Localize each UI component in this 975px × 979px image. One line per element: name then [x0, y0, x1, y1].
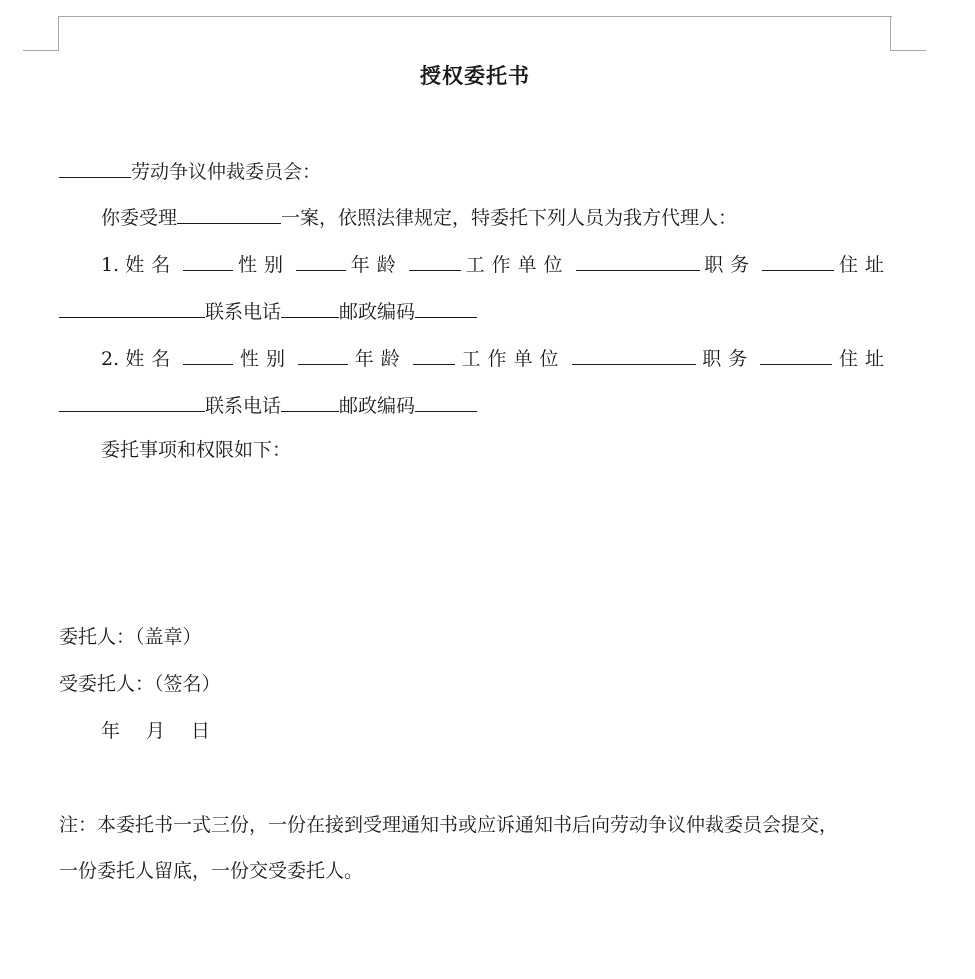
person-1-position-blank[interactable]: [762, 250, 834, 271]
person-1-name-blank[interactable]: [183, 250, 233, 271]
intro-suffix: 一案，依照法律规定，特委托下列人员为我方代理人：: [281, 207, 738, 229]
case-name-blank[interactable]: [177, 203, 281, 224]
addressee-line: [59, 157, 891, 183]
person-2-employer-label: 工作单位: [461, 348, 566, 370]
person-2-gender-label: 性别: [239, 348, 292, 370]
person-2-postcode-blank[interactable]: [415, 391, 477, 412]
person-2-phone-label: 联系电话: [205, 395, 282, 417]
page-corner-mark-right-h: [890, 50, 926, 51]
person-2-address-label: 住址: [838, 348, 891, 370]
person-1-number: 1.: [101, 254, 120, 276]
person-1-postcode-blank[interactable]: [415, 297, 477, 318]
person-2-phone-blank[interactable]: [281, 391, 339, 412]
date-month: 月: [146, 720, 166, 742]
person-1-gender-label: 性别: [237, 254, 290, 276]
person-1-name-label: 姓名: [125, 254, 178, 276]
intro-line: [101, 203, 891, 229]
person-2-employer-blank[interactable]: [572, 344, 696, 365]
person-2-details-line: [101, 344, 891, 370]
person-1-position-label: 职务: [704, 254, 757, 276]
date-year: 年: [101, 720, 121, 742]
person-2-postcode-label: 邮政编码: [339, 395, 416, 417]
addressee-text: 劳动争议仲裁委员会：: [131, 161, 322, 183]
date-day: 日: [191, 720, 211, 742]
page-corner-mark-right: [890, 16, 891, 51]
person-2-contact-line: [59, 391, 891, 417]
person-1-phone-label: 联系电话: [205, 301, 282, 323]
page-corner-top-border: [58, 16, 892, 17]
person-2-number: 2.: [101, 348, 120, 370]
agent-signature-line: 受委托人：（签名）: [59, 673, 221, 695]
person-1-age-blank[interactable]: [409, 250, 461, 271]
page-corner-mark-left-h: [23, 50, 59, 51]
principal-seal-line: 委托人：（盖章）: [59, 626, 202, 648]
person-1-details-line: [101, 250, 891, 276]
person-1-postcode-label: 邮政编码: [339, 301, 416, 323]
person-1-employer-label: 工作单位: [465, 254, 570, 276]
note-line-1: 注：本委托书一式三份，一份在接到受理通知书或应诉通知书后向劳动争议仲裁委员会提交，: [59, 814, 839, 836]
person-1-gender-blank[interactable]: [296, 250, 346, 271]
person-2-gender-blank[interactable]: [298, 344, 348, 365]
person-2-position-label: 职务: [702, 348, 755, 370]
note-line-2: 一份委托人留底，一份交受委托人。: [59, 860, 364, 882]
person-1-employer-blank[interactable]: [576, 250, 700, 271]
matters-heading: 委托事项和权限如下：: [101, 439, 292, 461]
person-1-phone-blank[interactable]: [281, 297, 339, 318]
page-corner-mark-left: [58, 16, 59, 51]
person-1-address-label: 住址: [838, 254, 891, 276]
signature-date: [101, 718, 891, 744]
person-1-address-blank[interactable]: [59, 297, 205, 318]
person-2-name-label: 姓名: [125, 348, 178, 370]
person-1-contact-line: [59, 297, 891, 323]
person-1-age-label: 年龄: [350, 254, 403, 276]
intro-prefix: 你委受理: [101, 207, 178, 229]
person-2-age-blank[interactable]: [413, 344, 455, 365]
person-2-address-blank[interactable]: [59, 391, 205, 412]
person-2-position-blank[interactable]: [760, 344, 832, 365]
document-title: 授权委托书: [420, 63, 530, 88]
person-2-age-label: 年龄: [354, 348, 407, 370]
person-2-name-blank[interactable]: [183, 344, 233, 365]
committee-name-blank[interactable]: [59, 157, 131, 178]
